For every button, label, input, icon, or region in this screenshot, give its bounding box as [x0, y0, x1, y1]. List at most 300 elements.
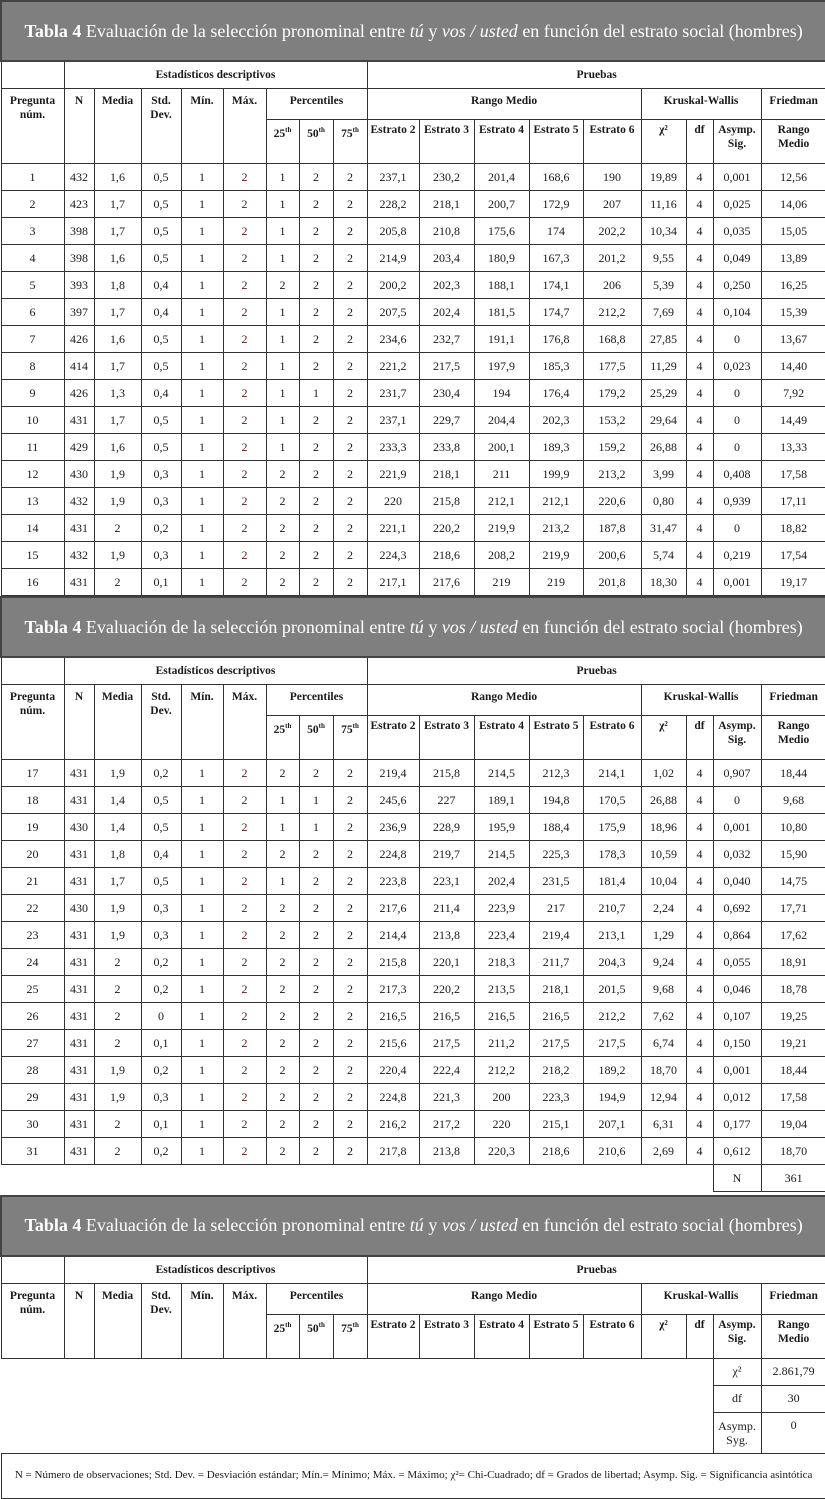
- table-cell: 431: [64, 787, 94, 814]
- friedman-summary-row: [1, 1385, 825, 1412]
- table-cell: 17: [1, 760, 64, 787]
- header-media-label: Media: [101, 691, 134, 703]
- table-cell: 0,692: [713, 895, 761, 922]
- title-text: Evaluación de la selección pronominal entre: [81, 20, 410, 41]
- table-cell: 212,2: [474, 1057, 529, 1084]
- table-cell: 1: [181, 1138, 223, 1165]
- table-cell: 414: [64, 353, 94, 380]
- table-cell: 197,9: [474, 353, 529, 380]
- header-n: [64, 685, 94, 760]
- table-cell: 0,5: [141, 434, 181, 461]
- table-cell: 21: [1, 868, 64, 895]
- header-p75: [333, 1314, 367, 1358]
- table-cell: 1: [181, 949, 223, 976]
- header-asymp-sig: [713, 1314, 761, 1358]
- table-cell: 0,5: [141, 407, 181, 434]
- table-cell: 207,5: [367, 299, 419, 326]
- table-cell: 2: [266, 461, 299, 488]
- friedman-summary-row: [1, 1358, 825, 1385]
- table-cell: 213,8: [419, 922, 474, 949]
- header-n-label: N: [74, 95, 84, 107]
- table-cell: 13,89: [761, 245, 825, 272]
- table-cell: 199,9: [529, 461, 583, 488]
- table-cell: 2: [333, 1084, 367, 1111]
- table-cell: 7,92: [761, 380, 825, 407]
- table-cell: 2: [333, 814, 367, 841]
- table-cell: 221,1: [367, 515, 419, 542]
- table-cell: 1,9: [94, 542, 141, 569]
- table-cell: 2: [333, 461, 367, 488]
- header-min: [181, 1283, 223, 1358]
- header-estrato-3: [419, 120, 474, 164]
- table-cell: 2: [299, 434, 333, 461]
- header-estrato-4-label: Estrato 4: [478, 124, 525, 136]
- table-number: Tabla 4: [24, 20, 82, 41]
- table-cell: 1,4: [94, 814, 141, 841]
- table-row: [1, 353, 825, 380]
- header-estrato-3: [419, 716, 474, 760]
- table-cell: 191,1: [474, 326, 529, 353]
- table-cell: 1: [181, 1084, 223, 1111]
- table-cell: 181,5: [474, 299, 529, 326]
- header-pruebas-label: Pruebas: [576, 1263, 617, 1276]
- table-cell: 0,5: [141, 787, 181, 814]
- table-cell: 216,5: [529, 1003, 583, 1030]
- summary-value: 30: [761, 1385, 825, 1412]
- table-cell: 229,7: [419, 407, 474, 434]
- table-cell: 2: [223, 1030, 266, 1057]
- title-vos-usted: vos / usted: [441, 1215, 518, 1235]
- header-chi-square: [641, 1314, 686, 1358]
- header-pregunta-label: Pregunta núm.: [9, 95, 56, 121]
- table-cell: 4: [686, 353, 713, 380]
- table-cell: 0,150: [713, 1030, 761, 1057]
- table-cell: 218,1: [419, 191, 474, 218]
- table-cell: 0,5: [141, 218, 181, 245]
- header-estrato-5: [529, 716, 583, 760]
- table-cell: 423: [64, 191, 94, 218]
- table-cell: 25,29: [641, 380, 686, 407]
- table-cell: 1: [266, 787, 299, 814]
- table-cell: 0: [713, 380, 761, 407]
- table-cell: 18,78: [761, 976, 825, 1003]
- header-descriptivos: [64, 61, 367, 89]
- table-cell: 0: [713, 434, 761, 461]
- table-cell: 212,2: [583, 299, 641, 326]
- table-cell: 1: [181, 515, 223, 542]
- table-cell: 219,9: [474, 515, 529, 542]
- table-cell: 24: [1, 949, 64, 976]
- header-pruebas: [367, 61, 825, 89]
- header-pregunta-label: Pregunta núm.: [9, 1289, 56, 1316]
- header-max-label: Máx.: [231, 691, 258, 703]
- table-cell: 190: [583, 164, 641, 191]
- table-cell: 0,250: [713, 272, 761, 299]
- table-cell: 0,107: [713, 1003, 761, 1030]
- table-cell: 1: [181, 922, 223, 949]
- table-cell: 2: [333, 1138, 367, 1165]
- table-cell: 1,6: [94, 164, 141, 191]
- table-cell: 200,2: [367, 272, 419, 299]
- table-cell: 4: [686, 841, 713, 868]
- table-cell: 430: [64, 814, 94, 841]
- table-cell: 18,82: [761, 515, 825, 542]
- table-cell: 233,8: [419, 434, 474, 461]
- header-estrato-5: [529, 120, 583, 164]
- table-cell: 222,4: [419, 1057, 474, 1084]
- table-cell: 211: [474, 461, 529, 488]
- table-cell: 9,68: [641, 976, 686, 1003]
- table-row: [1, 787, 825, 814]
- table-cell: 2: [266, 841, 299, 868]
- header-asymp-sig-label: Asymp. Sig.: [718, 720, 756, 746]
- table-cell: 1: [299, 380, 333, 407]
- table-cell: 1: [181, 245, 223, 272]
- header-pregunta-label: Pregunta núm.: [9, 691, 56, 717]
- header-estrato-6-label: Estrato 6: [589, 720, 635, 732]
- header-p25: [266, 1314, 299, 1358]
- table-cell: 223,9: [474, 895, 529, 922]
- ordinal-suffix: th: [318, 722, 325, 730]
- table-cell: 202,2: [583, 218, 641, 245]
- table-cell: 398: [64, 218, 94, 245]
- table-row: [1, 841, 825, 868]
- table-cell: 216,5: [367, 1003, 419, 1030]
- header-max-label: Máx.: [231, 1289, 258, 1302]
- table-cell: 1: [181, 299, 223, 326]
- table-cell: 0,001: [713, 814, 761, 841]
- table-cell: 4: [686, 299, 713, 326]
- header-pruebas: [367, 1256, 825, 1284]
- table-cell: 17,58: [761, 461, 825, 488]
- table-cell: 1,7: [94, 191, 141, 218]
- table-cell: 214,5: [474, 841, 529, 868]
- table-cell: 2: [299, 299, 333, 326]
- table-row: [1, 434, 825, 461]
- table-cell: 215,8: [419, 760, 474, 787]
- table-cell: 0,2: [141, 515, 181, 542]
- header-df: [686, 120, 713, 164]
- header-std-dev-label: Std. Dev.: [150, 1289, 172, 1316]
- header-min: [181, 89, 223, 164]
- table-cell: 2: [333, 895, 367, 922]
- table-cell: 214,4: [367, 922, 419, 949]
- table-cell: 2: [333, 1111, 367, 1138]
- header-estrato-4: [474, 716, 529, 760]
- table-cell: 195,9: [474, 814, 529, 841]
- table-cell: 0,80: [641, 488, 686, 515]
- table-cell: 1: [181, 569, 223, 596]
- table-part-2: [0, 596, 825, 1195]
- table-cell: 10,80: [761, 814, 825, 841]
- table-cell: 9,55: [641, 245, 686, 272]
- table-cell: 219: [474, 569, 529, 596]
- table-cell: 4: [686, 380, 713, 407]
- table-cell: 17,71: [761, 895, 825, 922]
- table-cell: 201,5: [583, 976, 641, 1003]
- table-cell: 393: [64, 272, 94, 299]
- table-cell: 2: [299, 461, 333, 488]
- table-cell: 4: [686, 814, 713, 841]
- table-cell: 2: [223, 841, 266, 868]
- table-cell: 16: [1, 569, 64, 596]
- table-cell: 1: [299, 787, 333, 814]
- table-row: [1, 949, 825, 976]
- table-cell: 431: [64, 868, 94, 895]
- table-cell: 1: [181, 895, 223, 922]
- table-cell: 1,3: [94, 380, 141, 407]
- table-cell: 1,9: [94, 461, 141, 488]
- table-cell: 2: [223, 949, 266, 976]
- table-cell: 215,1: [529, 1111, 583, 1138]
- table-cell: 2: [223, 407, 266, 434]
- percentile-value: 25: [273, 723, 286, 736]
- header-kruskal-wallis: [641, 685, 761, 716]
- table-cell: 194: [474, 380, 529, 407]
- table-cell: 14,49: [761, 407, 825, 434]
- table-part-1: [0, 0, 825, 596]
- table-cell: 432: [64, 488, 94, 515]
- table-cell: 18,44: [761, 1057, 825, 1084]
- header-estrato-2-label: Estrato 2: [370, 720, 416, 732]
- header-media: [94, 1283, 141, 1358]
- header-estrato-4-label: Estrato 4: [478, 720, 525, 732]
- table-cell: 0: [713, 407, 761, 434]
- table-cell: 10,59: [641, 841, 686, 868]
- table-cell: 4: [686, 569, 713, 596]
- header-df-label: df: [694, 720, 705, 732]
- header-std-dev: [141, 685, 181, 760]
- table-cell: 1: [181, 488, 223, 515]
- table-cell: 1,29: [641, 922, 686, 949]
- table-cell: 220,4: [367, 1057, 419, 1084]
- table-cell: 1: [266, 353, 299, 380]
- table-cell: 237,1: [367, 407, 419, 434]
- header-friedman: [761, 89, 825, 120]
- table-row: [1, 922, 825, 949]
- header-p50: [299, 120, 333, 164]
- table-cell: 430: [64, 895, 94, 922]
- table-cell: 0,5: [141, 191, 181, 218]
- table-cell: 4: [686, 542, 713, 569]
- table-cell: 0,3: [141, 461, 181, 488]
- table-cell: 213,2: [583, 461, 641, 488]
- table-cell: 218,1: [419, 461, 474, 488]
- table-row: [1, 976, 825, 1003]
- table-cell: 1: [181, 380, 223, 407]
- table-cell: 2: [299, 1030, 333, 1057]
- table-cell: 2: [94, 515, 141, 542]
- header-asymp-sig: [713, 120, 761, 164]
- table-cell: 201,4: [474, 164, 529, 191]
- table-cell: 227: [419, 787, 474, 814]
- table-title: [1, 1196, 825, 1256]
- table-cell: 212,2: [583, 1003, 641, 1030]
- header-rango-medio-label: Rango Medio: [470, 1289, 538, 1302]
- header-estrato-5-label: Estrato 5: [533, 1318, 579, 1331]
- table-cell: 215,6: [367, 1030, 419, 1057]
- table-cell: 1: [266, 407, 299, 434]
- table-cell: 221,3: [419, 1084, 474, 1111]
- table-cell: 194,9: [583, 1084, 641, 1111]
- table-cell: 18,70: [641, 1057, 686, 1084]
- table-cell: 2: [299, 515, 333, 542]
- table-cell: 26,88: [641, 787, 686, 814]
- table-cell: 4: [686, 434, 713, 461]
- table-cell: 2: [266, 1057, 299, 1084]
- table-cell: 2: [299, 895, 333, 922]
- table-cell: 431: [64, 760, 94, 787]
- table-cell: 9,68: [761, 787, 825, 814]
- header-percentiles: [266, 685, 367, 716]
- table-cell: 18,91: [761, 949, 825, 976]
- table-cell: 233,3: [367, 434, 419, 461]
- title-tu: tú: [409, 20, 424, 41]
- table-cell: 1,6: [94, 434, 141, 461]
- table-cell: 22: [1, 895, 64, 922]
- table-cell: 4: [686, 461, 713, 488]
- table-cell: 2: [299, 569, 333, 596]
- table-cell: 223,4: [474, 922, 529, 949]
- table-cell: 2: [223, 895, 266, 922]
- table-cell: 224,3: [367, 542, 419, 569]
- table-cell: 4: [686, 1084, 713, 1111]
- title-vos-usted: vos / usted: [441, 616, 518, 637]
- table-cell: 180,9: [474, 245, 529, 272]
- table-cell: 218,3: [474, 949, 529, 976]
- table-cell: 2: [223, 1084, 266, 1111]
- table-cell: 5,39: [641, 272, 686, 299]
- table-cell: 2: [223, 1003, 266, 1030]
- table-cell: 1: [266, 245, 299, 272]
- table-cell: 245,6: [367, 787, 419, 814]
- table-row: [1, 868, 825, 895]
- table-cell: 1: [181, 542, 223, 569]
- table-cell: 224,8: [367, 1084, 419, 1111]
- table-cell: 189,3: [529, 434, 583, 461]
- table-cell: 2: [333, 245, 367, 272]
- header-pruebas: [367, 657, 825, 685]
- header-std-dev: [141, 1283, 181, 1358]
- table-cell: 0,035: [713, 218, 761, 245]
- table-cell: 29,64: [641, 407, 686, 434]
- header-estrato-5: [529, 1314, 583, 1358]
- table-cell: 0: [713, 515, 761, 542]
- table-cell: 1: [1, 164, 64, 191]
- table-cell: 2: [223, 488, 266, 515]
- table-cell: 174,1: [529, 272, 583, 299]
- table-cell: 220: [367, 488, 419, 515]
- table-cell: 216,5: [419, 1003, 474, 1030]
- header-empty: [1, 1256, 64, 1284]
- table-cell: 220,2: [419, 515, 474, 542]
- table-cell: 1: [181, 1057, 223, 1084]
- table-cell: 2: [299, 218, 333, 245]
- table-cell: 231,7: [367, 380, 419, 407]
- header-empty: [1, 61, 64, 89]
- table-cell: 218,6: [529, 1138, 583, 1165]
- header-kruskal-wallis-label: Kruskal-Wallis: [663, 691, 739, 703]
- table-cell: 170,5: [583, 787, 641, 814]
- table-cell: 0,5: [141, 353, 181, 380]
- table-row: [1, 380, 825, 407]
- table-cell: 200: [474, 1084, 529, 1111]
- table-cell: 4: [686, 1138, 713, 1165]
- table-cell: 215,8: [367, 949, 419, 976]
- header-percentiles-label: Percentiles: [289, 691, 344, 703]
- table-cell: 2: [299, 407, 333, 434]
- table-cell: 213,1: [583, 922, 641, 949]
- table-cell: 218,6: [419, 542, 474, 569]
- header-estrato-3-label: Estrato 3: [423, 124, 470, 136]
- table-cell: 194,8: [529, 787, 583, 814]
- header-pruebas-label: Pruebas: [576, 69, 617, 81]
- header-df-label: df: [694, 124, 705, 136]
- table-cell: 217,1: [367, 569, 419, 596]
- table-cell: 18: [1, 787, 64, 814]
- table-cell: 1: [266, 434, 299, 461]
- table-cell: 431: [64, 976, 94, 1003]
- table-cell: 4: [686, 191, 713, 218]
- table-cell: 177,5: [583, 353, 641, 380]
- header-estrato-3-label: Estrato 3: [423, 1318, 470, 1331]
- table-cell: 19,25: [761, 1003, 825, 1030]
- table-cell: 210,8: [419, 218, 474, 245]
- table-cell: 1: [181, 272, 223, 299]
- table-cell: 1,8: [94, 272, 141, 299]
- header-media-label: Media: [101, 95, 134, 107]
- title-tu: tú: [409, 1215, 424, 1235]
- table-cell: 231,5: [529, 868, 583, 895]
- table-cell: 187,8: [583, 515, 641, 542]
- table-cell: 2: [223, 760, 266, 787]
- table-cell: 205,8: [367, 218, 419, 245]
- table-cell: 2: [223, 868, 266, 895]
- table-cell: 0,1: [141, 1030, 181, 1057]
- table-cell: 214,9: [367, 245, 419, 272]
- summary-label: df: [713, 1385, 761, 1412]
- table-cell: 179,2: [583, 380, 641, 407]
- table-cell: 5: [1, 272, 64, 299]
- table-cell: 17,54: [761, 542, 825, 569]
- table-cell: 2: [333, 760, 367, 787]
- table-cell: 12,94: [641, 1084, 686, 1111]
- table-cell: 2: [333, 1030, 367, 1057]
- table-cell: 0,4: [141, 841, 181, 868]
- table-cell: 4: [686, 326, 713, 353]
- table-cell: 2: [266, 1030, 299, 1057]
- table-title: [1, 597, 825, 657]
- table-row: [1, 326, 825, 353]
- table-cell: 2: [299, 488, 333, 515]
- table-cell: 426: [64, 326, 94, 353]
- table-cell: 4: [686, 245, 713, 272]
- table-cell: 1: [266, 326, 299, 353]
- table-cell: 159,2: [583, 434, 641, 461]
- table-cell: 2: [223, 245, 266, 272]
- table-cell: 16,25: [761, 272, 825, 299]
- table-cell: 0: [713, 326, 761, 353]
- table-cell: 2: [299, 976, 333, 1003]
- header-percentiles-label: Percentiles: [289, 1289, 344, 1302]
- table-cell: 2: [333, 569, 367, 596]
- table-cell: 19,21: [761, 1030, 825, 1057]
- table-cell: 26,88: [641, 434, 686, 461]
- table-cell: 31,47: [641, 515, 686, 542]
- table-cell: 3,99: [641, 461, 686, 488]
- table-cell: 1: [181, 841, 223, 868]
- table-cell: 220: [474, 1111, 529, 1138]
